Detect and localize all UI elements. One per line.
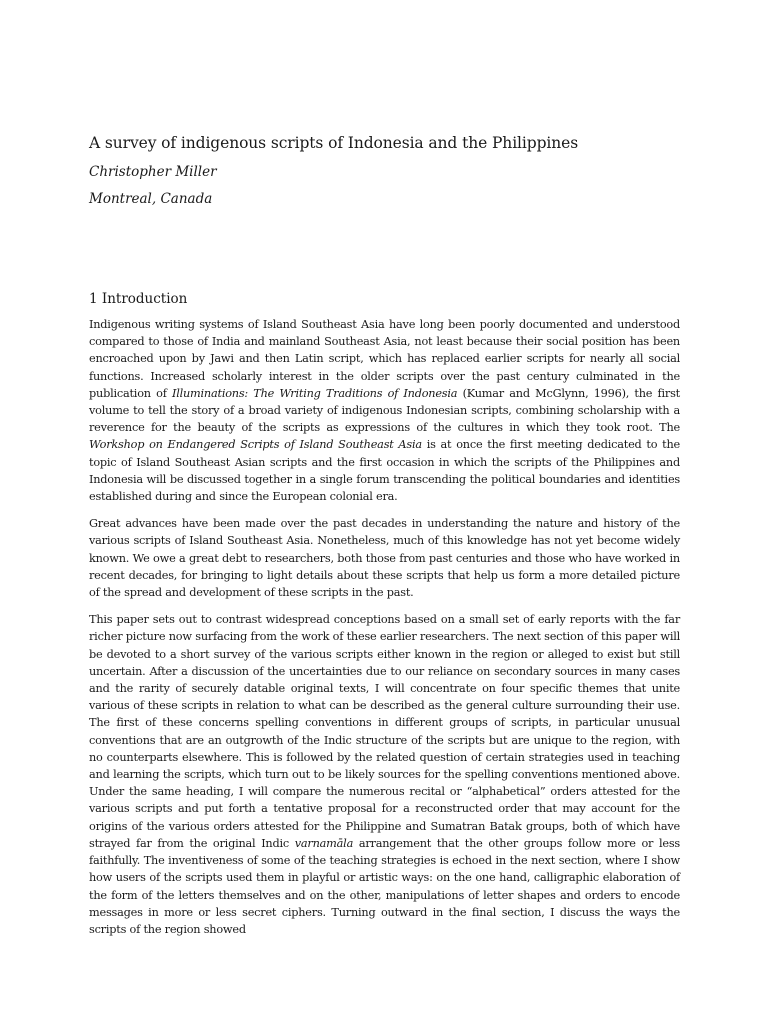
section-heading: 1 Introduction [89,291,188,307]
paragraph-1-text-c: is at once the first meeting dedicated to the topic of Island Southeast Asian scripts and the first occasion in which the scripts of the Philippines and Indonesia will be discussed together in a single forum transcending the political boundaries and identities established during and since the European colonial era. [89,438,680,504]
paragraph-3 [89,611,680,938]
paragraph-3-text-a: This paper sets out to contrast widespread conceptions based on a small set of early reports with the far richer picture now surfacing from the work of these earlier researchers. The next section of this paper will be devoted to a short survey of the various scripts either known in the region or alleged to exist but still uncertain. After a discussion of the uncertainties due to our reliance on secondary sources in many cases and the rarity of securely datable original texts, I will concentrate on four specific themes that unite various of these scripts in relation to what can be described as the general culture surrounding their use. The first of these concerns spelling conventions in different groups of scripts, in particular unusual conventions that are an outgrowth of the Indic structure of the scripts but are unique to the region, with no counterparts elsewhere. This is followed by the related question of certain strategies used in teaching and learning the scripts, which turn out to be likely sources for the spelling conventions mentioned above. Under the same heading, I will compare the numerous recital or “alphabetical” orders attested for the various scripts and put forth a tentative proposal for a reconstructed order that may account for the origins of the various orders attested for the Philippine and Sumatran Batak groups, both of which have strayed far from the original Indic [89,613,680,850]
paragraph-2: Great advances have been made over the past decades in understanding the nature and history of the various scripts of Island Southeast Asia. Nonetheless, much of this knowledge has not yet become widely known. We owe a great debt to researchers, both those from past centuries and those who have worked in recent decades, for bringing to light details about these scripts that help us form a more detailed picture of the spread and development of these scripts in the past. [89,517,680,600]
paragraph-1-text-a: Indigenous writing systems of Island Southeast Asia have long been poorly documented and understood compared to those of India and mainland Southeast Asia, not least because their social position has been encroached upon by Jawi and then Latin script, which has replaced earlier scripts for nearly all social functions. Increased scholarly interest in the older scripts over the past century culminated in the publication of [89,318,680,400]
paragraph-1-text-b: (Kumar and McGlynn, 1996), the first volume to tell the story of a broad variety of indigenous Indonesian scripts, combining scholarship with a reverence for the beauty of the scripts as expressions of the cultures in which they took root. The [89,386,680,435]
paragraph-3-term: varnamāla [294,836,354,850]
author-name: Christopher Miller [89,164,217,180]
body-text [89,316,680,948]
paper-title: A survey of indigenous scripts of Indonesia and the Philippines [89,134,579,152]
paragraph-1-book-title: Illuminations: The Writing Traditions of Indonesia [171,386,458,400]
author-location: Montreal, Canada [89,191,213,207]
paragraph-3-text-b: arrangement that the other groups follow more or less faithfully. The inventiveness of some of the teaching strategies is echoed in the next section, where I show how users of the scripts used them in playful or artistic ways: on the one hand, calligraphic elaboration of the form of the letters themselves and on the other, manipulations of letter shapes and orders to encode messages in more or less secret ciphers. Turning outward in the final section, I discuss the ways the scripts of the region showed [89,836,680,936]
paragraph-1-workshop-title: Workshop on Endangered Scripts of Island Southeast Asia [89,438,422,452]
paragraph-1 [89,316,680,505]
